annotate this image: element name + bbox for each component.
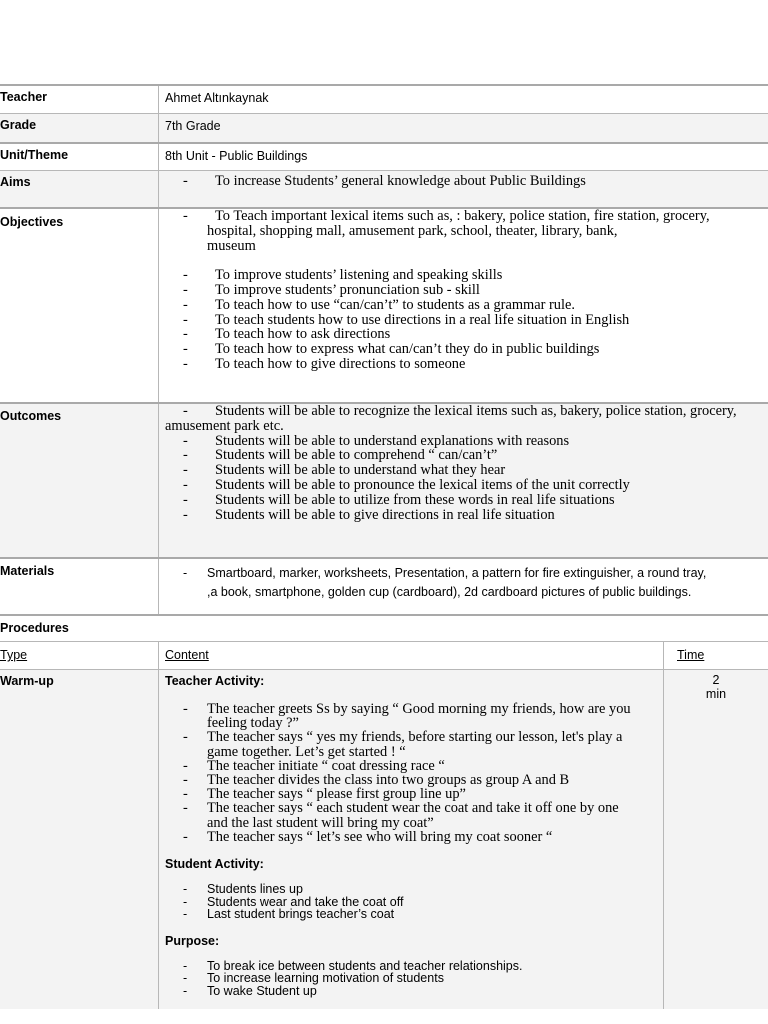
outcomes-row <box>0 402 768 557</box>
materials-text <box>165 564 768 602</box>
list-item: - To teach how to use “can/can’t” to students as a grammar rule. <box>183 296 575 313</box>
list-item: - To increase learning motivation of students <box>183 971 444 986</box>
procedures-label: Procedures <box>0 621 69 635</box>
column-divider <box>158 642 159 669</box>
objectives-list <box>165 209 768 372</box>
time-unit: min <box>705 687 727 701</box>
list-item: - Students will be able to understand what they hear <box>183 462 506 479</box>
list-item: - Students will be able to recognize the lexical items such as, bakery, police station, grocery, <box>183 404 737 419</box>
warmup-content <box>165 670 663 997</box>
list-item: - To teach how to ask directions <box>183 326 391 343</box>
list-item: - Last student brings teacher’s coat <box>183 907 395 922</box>
list-item: - Students will be able to utilize from these words in real life situations <box>183 491 615 508</box>
list-item: - To improve students’ pronunciation sub - skill <box>183 281 480 298</box>
column-divider <box>158 114 159 142</box>
type-header: Type <box>0 648 28 662</box>
list-item-continuation: and the last student will bring my coat” <box>207 814 434 831</box>
teacher-value: Ahmet Altınkaynak <box>165 91 269 105</box>
column-divider <box>158 209 159 402</box>
materials-label: Materials <box>0 564 55 578</box>
grade-label: Grade <box>0 118 37 132</box>
list-item-continuation: hospital, shopping mall, amusement park, school, theater, library, bank, <box>207 222 618 239</box>
aims-row <box>0 170 768 207</box>
purpose-heading: Purpose: <box>165 933 220 948</box>
time-header: Time <box>677 648 705 662</box>
outcomes-list <box>165 404 768 522</box>
purpose-list <box>165 960 663 998</box>
list-item: - Students will be able to comprehend “ can/can’t” <box>183 447 498 464</box>
student-activity-heading: Student Activity: <box>165 857 264 872</box>
objectives-row <box>0 207 768 402</box>
unit-row <box>0 142 768 170</box>
list-item: - To break ice between students and teacher relationships. <box>183 958 523 973</box>
list-item: - Smartboard, marker, worksheets, Presentation, a pattern for fire extinguisher, a round tray, <box>183 566 707 580</box>
list-item: - The teacher says “ let’s see who will bring my coat sooner “ <box>183 828 553 845</box>
teacher-row <box>0 84 768 113</box>
column-divider <box>158 404 159 557</box>
list-item: - Students lines up <box>183 882 303 897</box>
procedure-header-row <box>0 641 768 669</box>
list-item: - Students wear and take the coat off <box>183 894 404 909</box>
teacher-activity-heading: Teacher Activity: <box>165 674 265 688</box>
teacher-label: Teacher <box>0 90 48 104</box>
list-item: - To wake Student up <box>183 983 317 998</box>
warmup-time <box>664 673 768 701</box>
grade-value: 7th Grade <box>165 119 221 133</box>
column-divider <box>663 670 664 1009</box>
list-item: - Students will be able to give directions in real life situation <box>183 506 555 523</box>
list-item-continuation: museum <box>207 237 256 254</box>
outcomes-items <box>165 434 768 523</box>
unit-label: Unit/Theme <box>0 148 69 162</box>
warmup-row <box>0 669 768 1009</box>
list-item: - To improve students’ listening and speaking skills <box>183 267 503 284</box>
unit-value: 8th Unit - Public Buildings <box>165 149 308 163</box>
column-divider <box>158 171 159 207</box>
list-item: - The teacher initiate “ coat dressing race “ <box>183 757 445 774</box>
list-item: - To teach how to express what can/can’t they do in public buildings <box>183 341 600 358</box>
list-item: - The teacher says “ each student wear the coat and take it off one by one <box>183 800 619 817</box>
procedures-row <box>0 614 768 641</box>
objectives-items <box>165 268 768 372</box>
list-item-continuation: amusement park etc. <box>165 417 284 434</box>
student-activity-list <box>165 883 663 921</box>
column-divider <box>158 144 159 170</box>
column-divider <box>663 642 664 669</box>
list-item-continuation: feeling today ?” <box>207 715 299 732</box>
list-item: - Students will be able to pronounce the lexical items of the unit correctly <box>183 476 630 493</box>
outcomes-label: Outcomes <box>0 409 62 423</box>
list-item: - Students will be able to understand explanations with reasons <box>183 432 570 449</box>
list-item: - The teacher greets Ss by saying “ Good morning my friends, how are you <box>183 701 631 717</box>
content-header: Content <box>165 648 209 662</box>
grade-row <box>0 113 768 142</box>
list-item: - To teach students how to use directions in a real life situation in English <box>183 311 630 328</box>
objectives-label: Objectives <box>0 215 64 229</box>
list-item-continuation: ,a book, smartphone, golden cup (cardboard), 2d cardboard pictures of public buildings. <box>207 585 692 599</box>
time-value: 2 <box>712 673 720 687</box>
teacher-activity-list <box>165 702 663 844</box>
list-item: - To increase Students’ general knowledge about Public Buildings <box>183 173 586 189</box>
list-item: - The teacher says “ yes my friends, before starting our lesson, let's play a <box>183 729 623 746</box>
column-divider <box>158 670 159 1009</box>
warmup-type: Warm-up <box>0 674 54 688</box>
list-item-continuation: game together. Let’s get started ! “ <box>207 743 406 760</box>
aims-list <box>165 174 765 189</box>
column-divider <box>158 559 159 614</box>
list-item: - The teacher says “ please first group line up” <box>183 786 466 803</box>
aims-label: Aims <box>0 175 31 189</box>
list-item: - To Teach important lexical items such as, : bakery, police station, fire station, grocery, <box>183 208 710 224</box>
list-item: - The teacher divides the class into two groups as group A and B <box>183 772 570 789</box>
materials-row <box>0 557 768 614</box>
column-divider <box>158 86 159 113</box>
list-item: - To teach how to give directions to someone <box>183 355 466 372</box>
